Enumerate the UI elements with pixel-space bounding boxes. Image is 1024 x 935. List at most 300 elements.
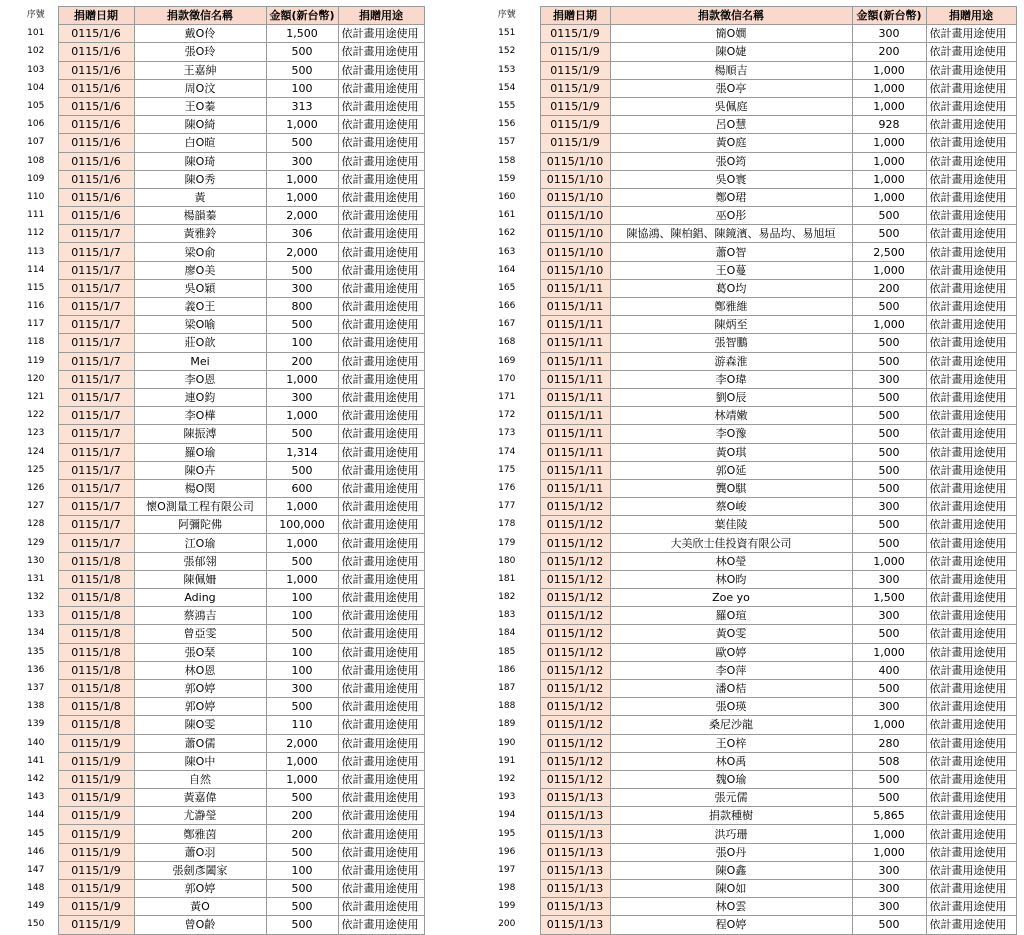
use-cell: 依計畫用途使用 xyxy=(338,298,424,316)
amount-cell: 500 xyxy=(852,789,926,807)
amount-cell: 1,500 xyxy=(852,589,926,607)
seq-cell: 148 xyxy=(27,883,45,894)
use-cell: 依計畫用途使用 xyxy=(926,316,1016,334)
date-cell: 0115/1/13 xyxy=(540,807,610,825)
date-cell: 0115/1/12 xyxy=(540,607,610,625)
amount-cell: 200 xyxy=(852,43,926,61)
use-cell: 依計畫用途使用 xyxy=(926,298,1016,316)
table-row xyxy=(474,479,1016,497)
donor-name-cell: 白O暄 xyxy=(134,134,266,152)
use-cell: 依計畫用途使用 xyxy=(338,134,424,152)
date-cell: 0115/1/7 xyxy=(58,298,134,316)
amount-cell: 1,500 xyxy=(266,25,338,43)
donor-name-cell: 楊順吉 xyxy=(610,61,852,79)
date-cell: 0115/1/9 xyxy=(540,116,610,134)
date-cell: 0115/1/12 xyxy=(540,716,610,734)
date-cell: 0115/1/8 xyxy=(58,589,134,607)
date-cell: 0115/1/12 xyxy=(540,643,610,661)
table-row xyxy=(474,698,1016,716)
date-cell: 0115/1/12 xyxy=(540,661,610,679)
donor-name-cell: 龔O騏 xyxy=(610,479,852,497)
seq-cell: 197 xyxy=(498,864,516,875)
donor-name-cell: 黃嘉偉 xyxy=(134,789,266,807)
date-cell: 0115/1/12 xyxy=(540,534,610,552)
donor-name-cell: 蕭O儒 xyxy=(134,734,266,752)
amount-cell: 1,000 xyxy=(266,188,338,206)
seq-cell: 102 xyxy=(27,46,45,57)
table-row xyxy=(14,698,424,716)
donor-name-cell: 大美欣士佳投資有限公司 xyxy=(610,534,852,552)
donor-name-cell: 自然 xyxy=(134,770,266,788)
donor-name-cell: 張O瑛 xyxy=(610,698,852,716)
use-cell: 依計畫用途使用 xyxy=(926,752,1016,770)
use-cell: 依計畫用途使用 xyxy=(338,589,424,607)
donor-name-cell: 劉O辰 xyxy=(610,388,852,406)
table-row xyxy=(14,607,424,625)
seq-cell: 195 xyxy=(498,828,516,839)
use-cell: 依計畫用途使用 xyxy=(926,607,1016,625)
use-cell: 依計畫用途使用 xyxy=(338,534,424,552)
use-cell: 依計畫用途使用 xyxy=(926,188,1016,206)
donor-name-cell: 李O恩 xyxy=(134,370,266,388)
seq-cell: 171 xyxy=(498,392,516,403)
amount-cell: 5,865 xyxy=(852,807,926,825)
donor-name-cell: 張O筠 xyxy=(610,152,852,170)
date-cell: 0115/1/13 xyxy=(540,861,610,879)
seq-cell: 165 xyxy=(498,282,516,293)
use-cell: 依計畫用途使用 xyxy=(338,843,424,861)
donor-name-cell: 吳O穎 xyxy=(134,279,266,297)
table-row xyxy=(474,225,1016,243)
date-cell: 0115/1/9 xyxy=(58,916,134,934)
seq-cell: 140 xyxy=(27,737,45,748)
date-cell: 0115/1/9 xyxy=(58,752,134,770)
amount-cell: 500 xyxy=(852,225,926,243)
date-cell: 0115/1/7 xyxy=(58,516,134,534)
amount-cell: 1,000 xyxy=(266,534,338,552)
amount-cell: 500 xyxy=(266,698,338,716)
table-row xyxy=(14,498,424,516)
table-row xyxy=(474,407,1016,425)
amount-cell: 300 xyxy=(852,498,926,516)
table-row xyxy=(14,825,424,843)
seq-cell: 160 xyxy=(498,191,516,202)
donor-name-cell: 郭O婷 xyxy=(134,880,266,898)
seq-cell: 147 xyxy=(27,864,45,875)
amount-cell: 500 xyxy=(852,352,926,370)
donor-name-cell: 張元儒 xyxy=(610,789,852,807)
amount-cell: 500 xyxy=(266,461,338,479)
table-row xyxy=(14,188,424,206)
use-cell: 依計畫用途使用 xyxy=(338,716,424,734)
donor-name-cell: 游森淮 xyxy=(610,352,852,370)
date-cell: 0115/1/9 xyxy=(540,134,610,152)
use-cell: 依計畫用途使用 xyxy=(338,607,424,625)
use-cell: 依計畫用途使用 xyxy=(926,516,1016,534)
use-cell: 依計畫用途使用 xyxy=(338,734,424,752)
table-row xyxy=(474,752,1016,770)
table-row xyxy=(474,770,1016,788)
use-cell: 依計畫用途使用 xyxy=(926,789,1016,807)
use-cell: 依計畫用途使用 xyxy=(338,898,424,916)
donor-name-cell: 莊O歆 xyxy=(134,334,266,352)
seq-cell: 136 xyxy=(27,664,45,675)
seq-cell: 199 xyxy=(498,901,516,912)
table-row xyxy=(14,716,424,734)
table-row xyxy=(474,498,1016,516)
use-cell: 依計畫用途使用 xyxy=(926,61,1016,79)
seq-cell: 170 xyxy=(498,373,516,384)
seq-cell: 151 xyxy=(498,28,516,39)
seq-cell: 169 xyxy=(498,355,516,366)
seq-cell: 150 xyxy=(27,919,45,930)
use-cell: 依計畫用途使用 xyxy=(338,752,424,770)
date-cell: 0115/1/11 xyxy=(540,461,610,479)
amount-cell: 500 xyxy=(852,916,926,934)
amount-cell: 100,000 xyxy=(266,516,338,534)
date-cell: 0115/1/12 xyxy=(540,698,610,716)
use-cell: 依計畫用途使用 xyxy=(338,498,424,516)
seq-cell: 129 xyxy=(27,537,45,548)
use-cell: 依計畫用途使用 xyxy=(926,825,1016,843)
amount-cell: 500 xyxy=(266,425,338,443)
amount-cell: 100 xyxy=(266,607,338,625)
use-cell: 依計畫用途使用 xyxy=(926,116,1016,134)
date-cell: 0115/1/7 xyxy=(58,334,134,352)
table-row xyxy=(14,570,424,588)
use-cell: 依計畫用途使用 xyxy=(926,479,1016,497)
seq-cell: 119 xyxy=(27,355,45,366)
date-cell: 0115/1/6 xyxy=(58,152,134,170)
date-cell: 0115/1/6 xyxy=(58,61,134,79)
table-row xyxy=(474,570,1016,588)
date-cell: 0115/1/9 xyxy=(58,789,134,807)
seq-cell: 134 xyxy=(27,628,45,639)
seq-cell: 185 xyxy=(498,646,516,657)
amount-cell: 100 xyxy=(266,79,338,97)
date-cell: 0115/1/7 xyxy=(58,243,134,261)
date-cell: 0115/1/10 xyxy=(540,261,610,279)
table-row xyxy=(14,225,424,243)
date-cell: 0115/1/7 xyxy=(58,316,134,334)
table-row xyxy=(14,516,424,534)
use-cell: 依計畫用途使用 xyxy=(926,407,1016,425)
donor-name-cell: 程O婷 xyxy=(610,916,852,934)
donor-name-cell: 周O汶 xyxy=(134,79,266,97)
seq-cell: 122 xyxy=(27,410,45,421)
table-row xyxy=(474,716,1016,734)
donor-name-cell: 潘O桔 xyxy=(610,679,852,697)
table-row xyxy=(474,279,1016,297)
amount-cell: 1,000 xyxy=(852,79,926,97)
date-cell: 0115/1/7 xyxy=(58,225,134,243)
donor-name-cell: 王O蓁 xyxy=(134,97,266,115)
seq-cell: 127 xyxy=(27,501,45,512)
table-row xyxy=(474,661,1016,679)
donor-name-cell: 懷O測量工程有限公司 xyxy=(134,498,266,516)
amount-cell: 200 xyxy=(266,352,338,370)
date-cell: 0115/1/8 xyxy=(58,716,134,734)
seq-cell: 126 xyxy=(27,482,45,493)
amount-cell: 500 xyxy=(852,388,926,406)
donor-name-cell: 林O瑩 xyxy=(610,552,852,570)
table-row xyxy=(14,898,424,916)
seq-cell: 117 xyxy=(27,319,45,330)
seq-cell: 192 xyxy=(498,773,516,784)
seq-cell: 153 xyxy=(498,64,516,75)
seq-cell: 159 xyxy=(498,173,516,184)
use-cell: 依計畫用途使用 xyxy=(338,79,424,97)
table-row xyxy=(474,643,1016,661)
use-cell: 依計畫用途使用 xyxy=(338,516,424,534)
donor-name-cell: 羅O瑜 xyxy=(134,443,266,461)
amount-cell: 200 xyxy=(266,807,338,825)
use-cell: 依計畫用途使用 xyxy=(926,498,1016,516)
amount-header: 金額(新台幣) xyxy=(266,7,338,25)
donor-name-cell: 阿彌陀佛 xyxy=(134,516,266,534)
donor-name-cell: 歐O婷 xyxy=(610,643,852,661)
donor-name-cell: Ading xyxy=(134,589,266,607)
amount-cell: 100 xyxy=(266,334,338,352)
table-row xyxy=(474,334,1016,352)
donor-name-cell: 黃雅鈴 xyxy=(134,225,266,243)
use-cell: 依計畫用途使用 xyxy=(338,188,424,206)
seq-cell: 115 xyxy=(27,282,45,293)
donor-name-cell: 林O昀 xyxy=(610,570,852,588)
donor-name-cell: 王嘉紳 xyxy=(134,61,266,79)
date-cell: 0115/1/7 xyxy=(58,534,134,552)
use-cell: 依計畫用途使用 xyxy=(338,570,424,588)
use-cell: 依計畫用途使用 xyxy=(338,388,424,406)
table-row xyxy=(474,589,1016,607)
table-row xyxy=(14,316,424,334)
use-cell: 依計畫用途使用 xyxy=(926,152,1016,170)
use-cell: 依計畫用途使用 xyxy=(926,388,1016,406)
table-row xyxy=(14,752,424,770)
date-cell: 0115/1/6 xyxy=(58,170,134,188)
donor-name-cell: 梁O喻 xyxy=(134,316,266,334)
table-row xyxy=(14,116,424,134)
seq-cell: 121 xyxy=(27,392,45,403)
date-cell: 0115/1/7 xyxy=(58,498,134,516)
date-cell: 0115/1/7 xyxy=(58,261,134,279)
date-cell: 0115/1/7 xyxy=(58,443,134,461)
date-cell: 0115/1/6 xyxy=(58,116,134,134)
seq-cell: 120 xyxy=(27,373,45,384)
donor-name-cell: 林O雲 xyxy=(610,898,852,916)
use-cell: 依計畫用途使用 xyxy=(338,116,424,134)
use-cell: 依計畫用途使用 xyxy=(926,898,1016,916)
seq-cell: 101 xyxy=(27,28,45,39)
use-cell: 依計畫用途使用 xyxy=(338,698,424,716)
donor-name-cell: 陳振溥 xyxy=(134,425,266,443)
table-row xyxy=(14,352,424,370)
date-cell: 0115/1/12 xyxy=(540,589,610,607)
use-cell: 依計畫用途使用 xyxy=(926,534,1016,552)
seq-cell: 106 xyxy=(27,119,45,130)
amount-cell: 500 xyxy=(266,625,338,643)
table-row xyxy=(14,298,424,316)
donor-name-cell: 王O蔓 xyxy=(610,261,852,279)
date-cell: 0115/1/7 xyxy=(58,370,134,388)
use-cell: 依計畫用途使用 xyxy=(338,370,424,388)
donor-name-cell: 蔡鴻吉 xyxy=(134,607,266,625)
amount-cell: 2,000 xyxy=(266,207,338,225)
donor-name-cell: 簡O嫺 xyxy=(610,25,852,43)
donor-name-cell: 陳O鑫 xyxy=(610,861,852,879)
table-row xyxy=(474,298,1016,316)
use-cell: 依計畫用途使用 xyxy=(338,479,424,497)
donor-name-cell: 林O恩 xyxy=(134,661,266,679)
date-cell: 0115/1/8 xyxy=(58,625,134,643)
table-row xyxy=(14,279,424,297)
date-cell: 0115/1/7 xyxy=(58,352,134,370)
seq-cell: 162 xyxy=(498,228,516,239)
seq-cell: 174 xyxy=(498,446,516,457)
amount-cell: 1,000 xyxy=(266,752,338,770)
donor-name-cell: 呂O慧 xyxy=(610,116,852,134)
date-cell: 0115/1/12 xyxy=(540,498,610,516)
donor-name-cell: 黃O雯 xyxy=(610,625,852,643)
amount-cell: 508 xyxy=(852,752,926,770)
use-cell: 依計畫用途使用 xyxy=(926,79,1016,97)
date-cell: 0115/1/10 xyxy=(540,207,610,225)
donor-name-cell: 鄭雅茵 xyxy=(134,825,266,843)
seq-cell: 112 xyxy=(27,228,45,239)
use-cell: 依計畫用途使用 xyxy=(926,43,1016,61)
seq-cell: 108 xyxy=(27,155,45,166)
table-row xyxy=(14,61,424,79)
use-cell: 依計畫用途使用 xyxy=(926,170,1016,188)
amount-cell: 1,000 xyxy=(852,152,926,170)
donation-table-left xyxy=(14,6,425,935)
amount-cell: 500 xyxy=(266,261,338,279)
seq-cell: 133 xyxy=(27,610,45,621)
seq-cell: 135 xyxy=(27,646,45,657)
seq-cell: 145 xyxy=(27,828,45,839)
seq-cell: 118 xyxy=(27,337,45,348)
date-cell: 0115/1/8 xyxy=(58,607,134,625)
table-row xyxy=(14,916,424,934)
seq-cell: 132 xyxy=(27,592,45,603)
donor-name-cell: 葛O均 xyxy=(610,279,852,297)
donation-table-right xyxy=(474,6,1017,935)
amount-cell: 500 xyxy=(266,880,338,898)
seq-cell: 180 xyxy=(498,555,516,566)
use-cell: 依計畫用途使用 xyxy=(926,807,1016,825)
amount-cell: 500 xyxy=(852,479,926,497)
donor-name-cell: 陳O中 xyxy=(134,752,266,770)
date-cell: 0115/1/9 xyxy=(58,825,134,843)
table-row xyxy=(14,661,424,679)
use-cell: 依計畫用途使用 xyxy=(338,461,424,479)
use-cell: 依計畫用途使用 xyxy=(338,334,424,352)
amount-cell: 500 xyxy=(266,552,338,570)
seq-cell: 107 xyxy=(27,137,45,148)
donor-name-cell: 郭O婷 xyxy=(134,679,266,697)
amount-cell: 500 xyxy=(852,334,926,352)
table-row xyxy=(474,25,1016,43)
use-cell: 依計畫用途使用 xyxy=(338,25,424,43)
table-row xyxy=(14,679,424,697)
seq-cell: 191 xyxy=(498,755,516,766)
seq-cell: 139 xyxy=(27,719,45,730)
donor-name-cell: 巫O彤 xyxy=(610,207,852,225)
table-row xyxy=(14,79,424,97)
amount-cell: 1,000 xyxy=(852,261,926,279)
amount-cell: 1,000 xyxy=(266,116,338,134)
date-cell: 0115/1/7 xyxy=(58,388,134,406)
amount-cell: 300 xyxy=(852,570,926,588)
amount-cell: 2,000 xyxy=(266,243,338,261)
donor-name-cell: 尤瀞瑩 xyxy=(134,807,266,825)
amount-cell: 300 xyxy=(266,279,338,297)
seq-cell: 110 xyxy=(27,191,45,202)
seq-cell: 172 xyxy=(498,410,516,421)
use-cell: 依計畫用途使用 xyxy=(338,861,424,879)
date-cell: 0115/1/8 xyxy=(58,661,134,679)
date-cell: 0115/1/8 xyxy=(58,643,134,661)
table-row xyxy=(474,516,1016,534)
seq-cell: 194 xyxy=(498,810,516,821)
table-row xyxy=(474,679,1016,697)
donor-name-cell: 黃O庭 xyxy=(610,134,852,152)
donor-name-cell: 郭O婷 xyxy=(134,698,266,716)
amount-cell: 1,000 xyxy=(852,170,926,188)
date-cell: 0115/1/11 xyxy=(540,388,610,406)
table-row xyxy=(474,789,1016,807)
use-cell: 依計畫用途使用 xyxy=(338,825,424,843)
donor-name-cell: 戴O伶 xyxy=(134,25,266,43)
date-cell: 0115/1/7 xyxy=(58,279,134,297)
amount-cell: 500 xyxy=(852,298,926,316)
amount-cell: 300 xyxy=(266,388,338,406)
amount-cell: 500 xyxy=(852,534,926,552)
seq-cell: 193 xyxy=(498,792,516,803)
seq-cell: 124 xyxy=(27,446,45,457)
seq-cell: 156 xyxy=(498,119,516,130)
date-cell: 0115/1/7 xyxy=(58,479,134,497)
amount-cell: 280 xyxy=(852,734,926,752)
seq-cell: 198 xyxy=(498,883,516,894)
use-cell: 依計畫用途使用 xyxy=(926,134,1016,152)
seq-cell: 167 xyxy=(498,319,516,330)
table-row xyxy=(14,207,424,225)
seq-cell: 142 xyxy=(27,773,45,784)
date-cell: 0115/1/12 xyxy=(540,570,610,588)
donor-name-cell: 連O鈞 xyxy=(134,388,266,406)
date-cell: 0115/1/13 xyxy=(540,916,610,934)
table-row xyxy=(474,443,1016,461)
date-cell: 0115/1/11 xyxy=(540,370,610,388)
use-cell: 依計畫用途使用 xyxy=(338,679,424,697)
donor-name-cell: Mei xyxy=(134,352,266,370)
date-cell: 0115/1/9 xyxy=(540,61,610,79)
use-cell: 依計畫用途使用 xyxy=(338,261,424,279)
date-cell: 0115/1/8 xyxy=(58,679,134,697)
date-cell: 0115/1/6 xyxy=(58,79,134,97)
amount-cell: 1,000 xyxy=(266,370,338,388)
amount-cell: 100 xyxy=(266,589,338,607)
amount-cell: 1,000 xyxy=(266,570,338,588)
amount-cell: 100 xyxy=(266,643,338,661)
header-row xyxy=(14,7,424,25)
amount-cell: 200 xyxy=(852,279,926,297)
use-cell: 依計畫用途使用 xyxy=(926,25,1016,43)
date-cell: 0115/1/10 xyxy=(540,225,610,243)
amount-cell: 500 xyxy=(852,516,926,534)
table-row xyxy=(14,443,424,461)
